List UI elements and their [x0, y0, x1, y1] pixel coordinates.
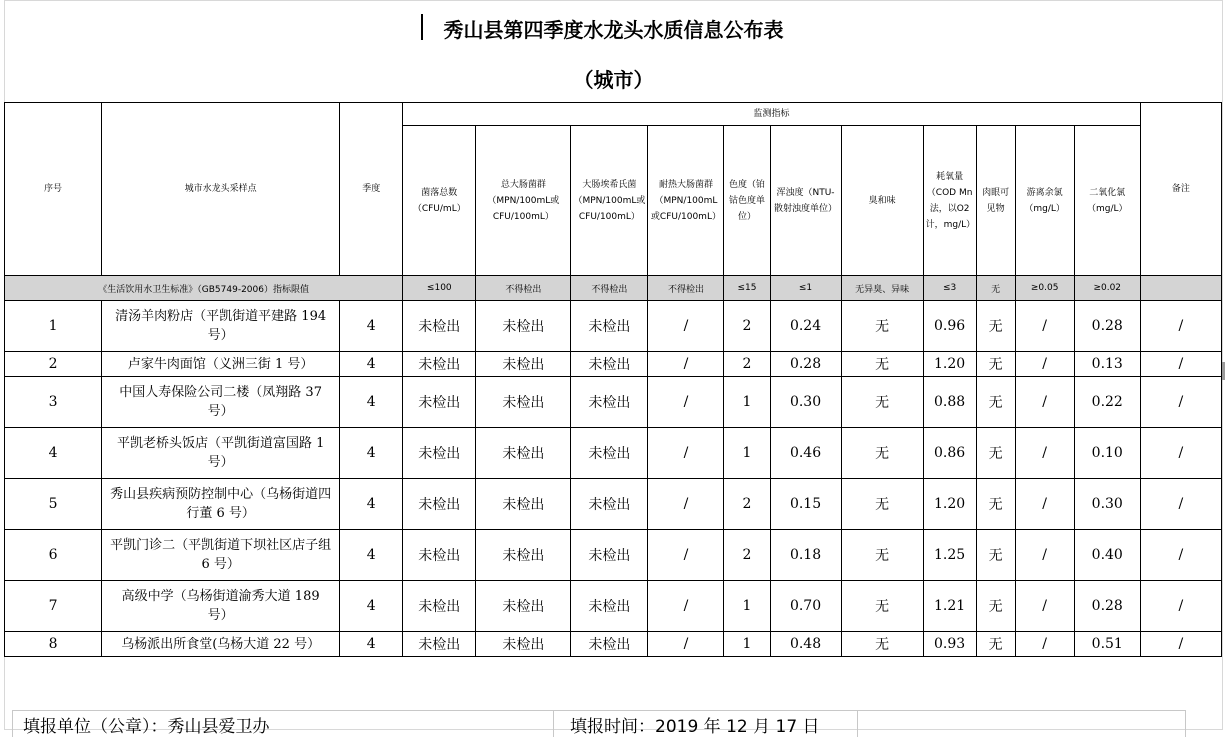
row-value: /: [648, 352, 724, 377]
header-remark: 备注: [1140, 103, 1221, 276]
row-value: 0.28: [770, 352, 841, 377]
row-season: 4: [340, 632, 403, 657]
row-season: 4: [340, 428, 403, 479]
row-remark: /: [1140, 479, 1221, 530]
header-indicator: 臭和味: [841, 126, 923, 276]
row-value: 0.22: [1074, 377, 1140, 428]
row-value: 2: [724, 352, 770, 377]
header-season: 季度: [340, 103, 403, 276]
row-value: 0.28: [1074, 301, 1140, 352]
row-value: 无: [841, 352, 923, 377]
row-value: 0.24: [770, 301, 841, 352]
row-value: /: [1015, 301, 1074, 352]
row-value: 未检出: [476, 301, 571, 352]
row-remark: /: [1140, 352, 1221, 377]
table-row: [5, 530, 1222, 581]
row-value: 无: [841, 301, 923, 352]
row-value: 未检出: [476, 479, 571, 530]
row-value: /: [1015, 530, 1074, 581]
header-indicator: 耐热大肠菌群（MPN/100mL或CFU/100mL）: [648, 126, 724, 276]
footer-date-cell: [552, 710, 858, 737]
limit-value: ≤15: [724, 276, 770, 301]
row-value: 1.20: [923, 479, 976, 530]
row-number: 8: [5, 632, 102, 657]
row-value: 无: [976, 530, 1015, 581]
row-value: 未检出: [476, 530, 571, 581]
row-value: 未检出: [476, 377, 571, 428]
footer-empty-cell: [857, 710, 1186, 737]
row-value: 未检出: [476, 428, 571, 479]
limit-value: 无: [976, 276, 1015, 301]
row-value: 未检出: [571, 377, 648, 428]
row-number: 2: [5, 352, 102, 377]
row-value: 未检出: [571, 479, 648, 530]
row-location: 秀山县疾病预防控制中心（乌杨街道四行董 6 号）: [102, 479, 340, 530]
row-value: 1: [724, 581, 770, 632]
row-value: 2: [724, 479, 770, 530]
row-value: 0.28: [1074, 581, 1140, 632]
row-value: 无: [841, 479, 923, 530]
table-row: [5, 428, 1222, 479]
text-cursor: [421, 14, 423, 40]
row-number: 3: [5, 377, 102, 428]
row-value: 未检出: [403, 632, 476, 657]
row-value: /: [1015, 377, 1074, 428]
scroll-marker[interactable]: [1222, 362, 1225, 380]
header-indicator: 二氧化氯（mg/L）: [1074, 126, 1140, 276]
row-value: 无: [841, 581, 923, 632]
limit-row: [5, 276, 1222, 301]
row-value: 0.40: [1074, 530, 1140, 581]
document-subtitle: （城市）: [573, 68, 654, 92]
row-value: 0.10: [1074, 428, 1140, 479]
row-value: 未检出: [571, 301, 648, 352]
limit-value: ≥0.02: [1074, 276, 1140, 301]
header-indicator: 总大肠菌群（MPN/100mL或CFU/100mL）: [476, 126, 571, 276]
row-season: 4: [340, 581, 403, 632]
row-value: 0.15: [770, 479, 841, 530]
row-value: 无: [976, 581, 1015, 632]
row-value: 未检出: [571, 428, 648, 479]
row-value: 未检出: [571, 632, 648, 657]
row-remark: /: [1140, 581, 1221, 632]
row-remark: /: [1140, 632, 1221, 657]
limit-remark: [1140, 276, 1221, 301]
row-value: /: [1015, 632, 1074, 657]
row-value: 1.25: [923, 530, 976, 581]
row-value: 未检出: [476, 581, 571, 632]
row-value: 0.30: [770, 377, 841, 428]
footer-unit-cell: [12, 710, 554, 737]
row-season: 4: [340, 352, 403, 377]
footer-date: 填报时间：2019 年 12 月 17 日: [570, 717, 820, 737]
row-value: 未检出: [571, 530, 648, 581]
header-seq: 序号: [5, 103, 102, 276]
row-remark: /: [1140, 301, 1221, 352]
row-value: 无: [976, 632, 1015, 657]
row-value: /: [648, 632, 724, 657]
table-row: [5, 479, 1222, 530]
row-location: 乌杨派出所食堂(乌杨大道 22 号）: [102, 632, 340, 657]
row-value: 未检出: [403, 352, 476, 377]
row-value: /: [648, 301, 724, 352]
row-value: 无: [841, 377, 923, 428]
row-value: /: [648, 479, 724, 530]
row-location: 中国人寿保险公司二楼（凤翔路 37 号）: [102, 377, 340, 428]
row-value: 0.13: [1074, 352, 1140, 377]
row-value: /: [1015, 581, 1074, 632]
header-indicator: 菌落总数（CFU/mL）: [403, 126, 476, 276]
row-value: 无: [841, 428, 923, 479]
header-location: 城市水龙头采样点: [102, 103, 340, 276]
limit-value: ≥0.05: [1015, 276, 1074, 301]
limit-value: ≤1: [770, 276, 841, 301]
limit-value: 无异臭、异味: [841, 276, 923, 301]
limit-value: 不得检出: [648, 276, 724, 301]
header-indicator: 浑浊度（NTU-散射浊度单位）: [770, 126, 841, 276]
document-title: 秀山县第四季度水龙头水质信息公布表: [443, 18, 784, 42]
row-remark: /: [1140, 428, 1221, 479]
row-value: 无: [841, 530, 923, 581]
row-remark: /: [1140, 377, 1221, 428]
row-value: 2: [724, 301, 770, 352]
row-value: 无: [976, 428, 1015, 479]
table-row: [5, 301, 1222, 352]
row-value: /: [1015, 352, 1074, 377]
limit-value: 不得检出: [476, 276, 571, 301]
row-value: 1: [724, 428, 770, 479]
row-value: /: [648, 581, 724, 632]
row-location: 清汤羊肉粉店（平凯街道平建路 194 号）: [102, 301, 340, 352]
row-value: 2: [724, 530, 770, 581]
header-indicator: 大肠埃希氏菌（MPN/100mL或CFU/100mL）: [571, 126, 648, 276]
row-value: /: [1015, 428, 1074, 479]
row-value: 0.88: [923, 377, 976, 428]
row-value: 未检出: [403, 530, 476, 581]
limit-value: ≤100: [403, 276, 476, 301]
row-season: 4: [340, 301, 403, 352]
row-season: 4: [340, 479, 403, 530]
table-row: [5, 377, 1222, 428]
table-row: [5, 352, 1222, 377]
table-row: [5, 632, 1222, 657]
water-quality-table: [4, 102, 1222, 657]
limit-value: ≤3: [923, 276, 976, 301]
row-value: 0.30: [1074, 479, 1140, 530]
header-monitoring: 监测指标: [403, 103, 1141, 126]
header-indicator: 耗氧量（COD Mn法，以O2计，mg/L）: [923, 126, 976, 276]
row-value: 1: [724, 632, 770, 657]
row-value: 未检出: [403, 479, 476, 530]
row-location: 平凯门诊二（平凯街道下坝社区店子组 6 号）: [102, 530, 340, 581]
header-indicator: 色度（铂钴色度单位）: [724, 126, 770, 276]
row-remark: /: [1140, 530, 1221, 581]
row-value: 0.86: [923, 428, 976, 479]
row-value: 1: [724, 377, 770, 428]
row-value: 未检出: [403, 377, 476, 428]
row-value: 0.70: [770, 581, 841, 632]
row-season: 4: [340, 377, 403, 428]
row-value: 1.21: [923, 581, 976, 632]
row-number: 5: [5, 479, 102, 530]
row-value: 0.51: [1074, 632, 1140, 657]
row-value: /: [1015, 479, 1074, 530]
row-value: 1.20: [923, 352, 976, 377]
row-value: /: [648, 377, 724, 428]
footer-unit: 填报单位（公章）：秀山县爱卫办: [23, 717, 270, 737]
row-value: 无: [976, 301, 1015, 352]
row-number: 7: [5, 581, 102, 632]
row-value: 无: [976, 352, 1015, 377]
row-value: /: [648, 428, 724, 479]
row-value: 未检出: [571, 352, 648, 377]
row-value: 无: [841, 632, 923, 657]
row-location: 卢家牛肉面馆（义洲三街 1 号）: [102, 352, 340, 377]
row-value: 0.18: [770, 530, 841, 581]
row-value: 0.46: [770, 428, 841, 479]
row-value: 未检出: [476, 352, 571, 377]
row-location: 平凯老桥头饭店（平凯街道富国路 1 号）: [102, 428, 340, 479]
row-value: 无: [976, 377, 1015, 428]
row-value: 0.96: [923, 301, 976, 352]
row-value: 0.48: [770, 632, 841, 657]
row-value: 未检出: [403, 301, 476, 352]
row-season: 4: [340, 530, 403, 581]
row-number: 1: [5, 301, 102, 352]
header-indicator: 游离余氯（mg/L）: [1015, 126, 1074, 276]
row-location: 高级中学（乌杨街道渝秀大道 189 号）: [102, 581, 340, 632]
row-value: 未检出: [571, 581, 648, 632]
row-value: 未检出: [403, 428, 476, 479]
table-row: [5, 581, 1222, 632]
row-value: /: [648, 530, 724, 581]
limit-label: 《生活饮用水卫生标准》（GB5749-2006）指标限值: [5, 276, 403, 301]
row-value: 0.93: [923, 632, 976, 657]
limit-value: 不得检出: [571, 276, 648, 301]
row-number: 4: [5, 428, 102, 479]
row-value: 无: [976, 479, 1015, 530]
row-number: 6: [5, 530, 102, 581]
row-value: 未检出: [403, 581, 476, 632]
header-indicator: 肉眼可见物: [976, 126, 1015, 276]
row-value: 未检出: [476, 632, 571, 657]
